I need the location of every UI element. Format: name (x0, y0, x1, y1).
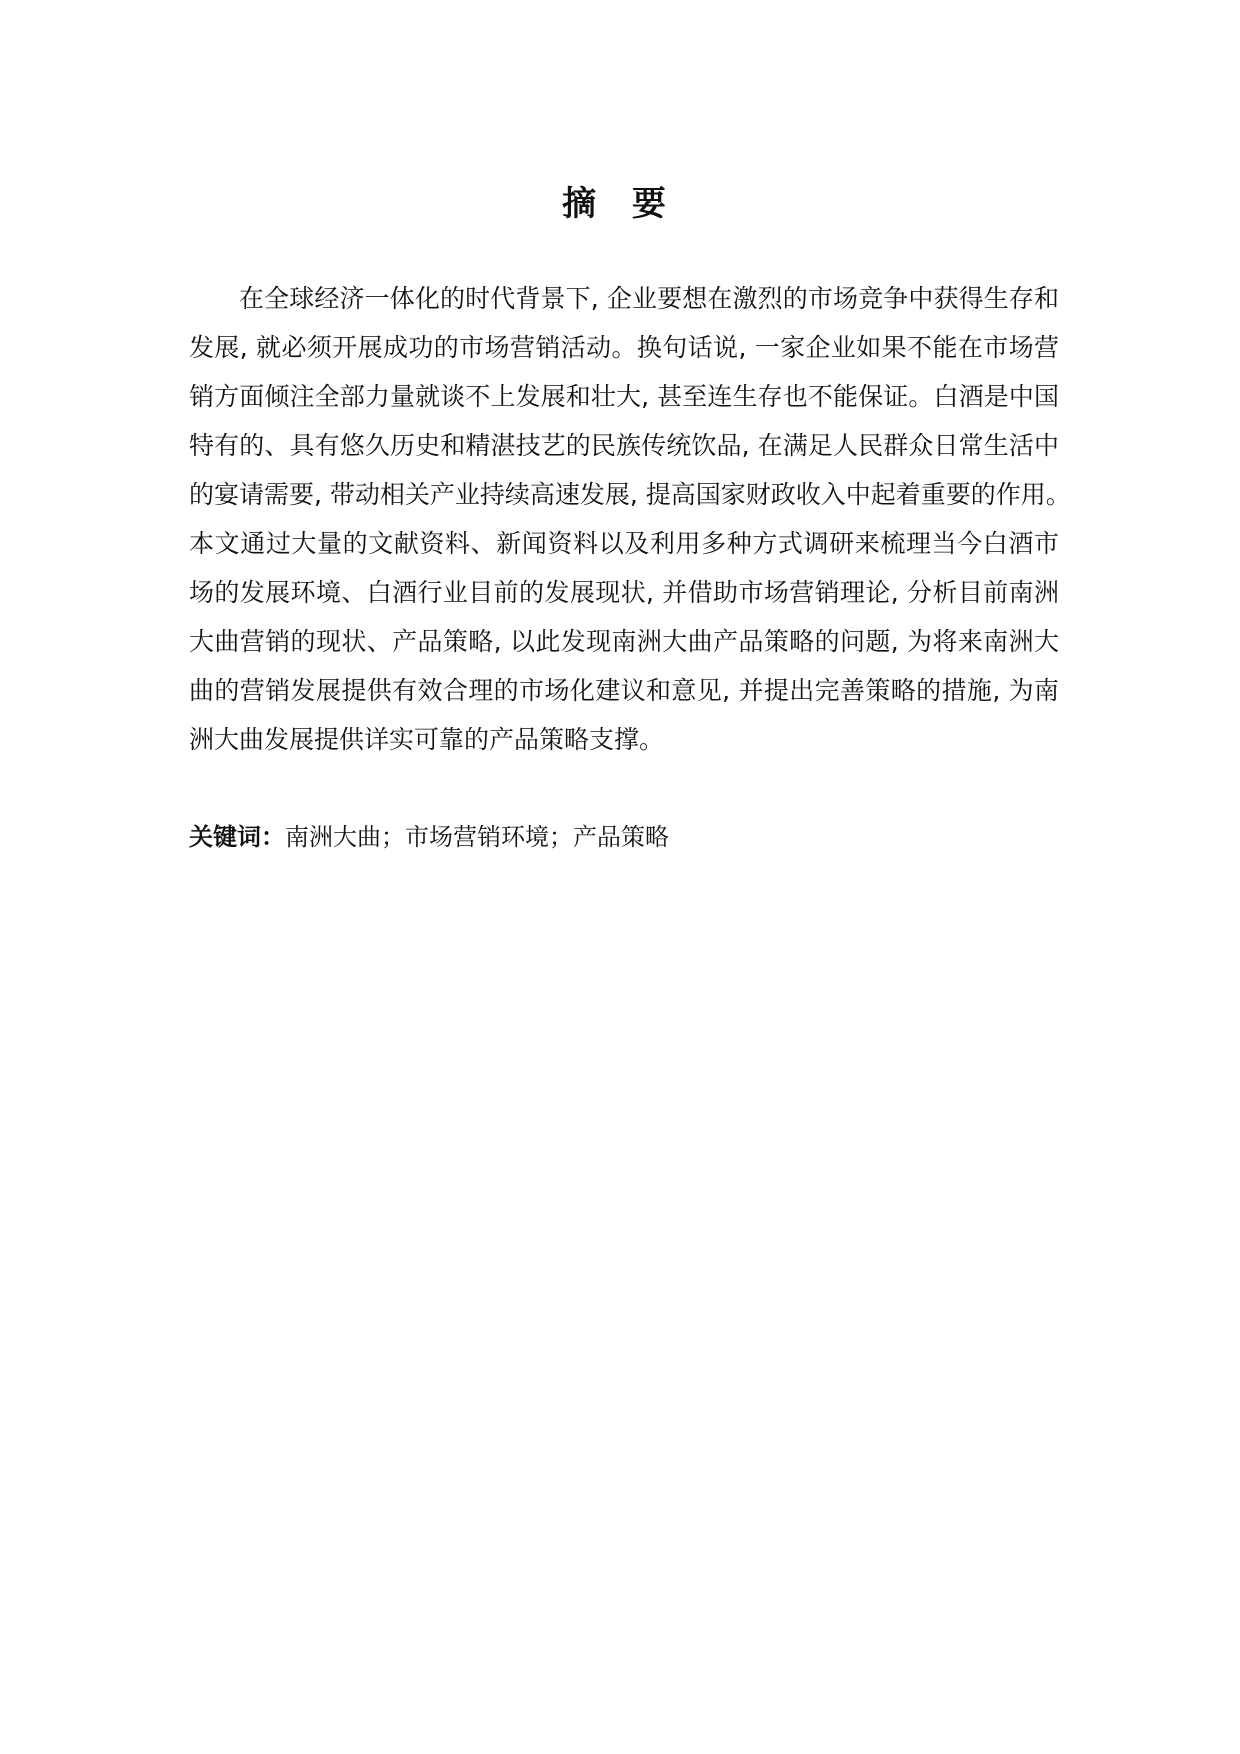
keywords-value: 南洲大曲；市场营销环境；产品策略 (285, 823, 669, 851)
abstract-line: 销方面倾注全部力量就谈不上发展和壮大, 甚至连生存也不能保证。白酒是中国 (189, 382, 1059, 411)
abstract-line: 发展, 就必须开展成功的市场营销活动。换句话说, 一家企业如果不能在市场营 (189, 333, 1059, 362)
abstract-line: 洲大曲发展提供详实可靠的产品策略支撑。 (189, 725, 665, 754)
page-title: 摘 要 (562, 184, 678, 224)
abstract-line: 在全球经济一体化的时代背景下, 企业要想在激烈的市场竞争中获得生存和 (239, 284, 1059, 313)
keywords-label: 关键词： (189, 823, 285, 851)
abstract-body (189, 280, 1071, 770)
keywords (189, 818, 669, 856)
abstract-line: 本文通过大量的文献资料、新闻资料以及利用多种方式调研来梳理当今白酒市 (189, 529, 1059, 558)
abstract-line: 大曲营销的现状、产品策略, 以此发现南洲大曲产品策略的问题, 为将来南洲大 (189, 627, 1059, 656)
abstract-line: 的宴请需要, 带动相关产业持续高速发展, 提高国家财政收入中起着重要的作用。 (189, 480, 1071, 509)
abstract-line: 场的发展环境、白酒行业目前的发展现状, 并借助市场营销理论, 分析目前南洲 (189, 578, 1059, 607)
abstract-line: 特有的、具有悠久历史和精湛技艺的民族传统饮品, 在满足人民群众日常生活中 (189, 431, 1059, 460)
abstract-line: 曲的营销发展提供有效合理的市场化建议和意见, 并提出完善策略的措施, 为南 (189, 676, 1059, 705)
